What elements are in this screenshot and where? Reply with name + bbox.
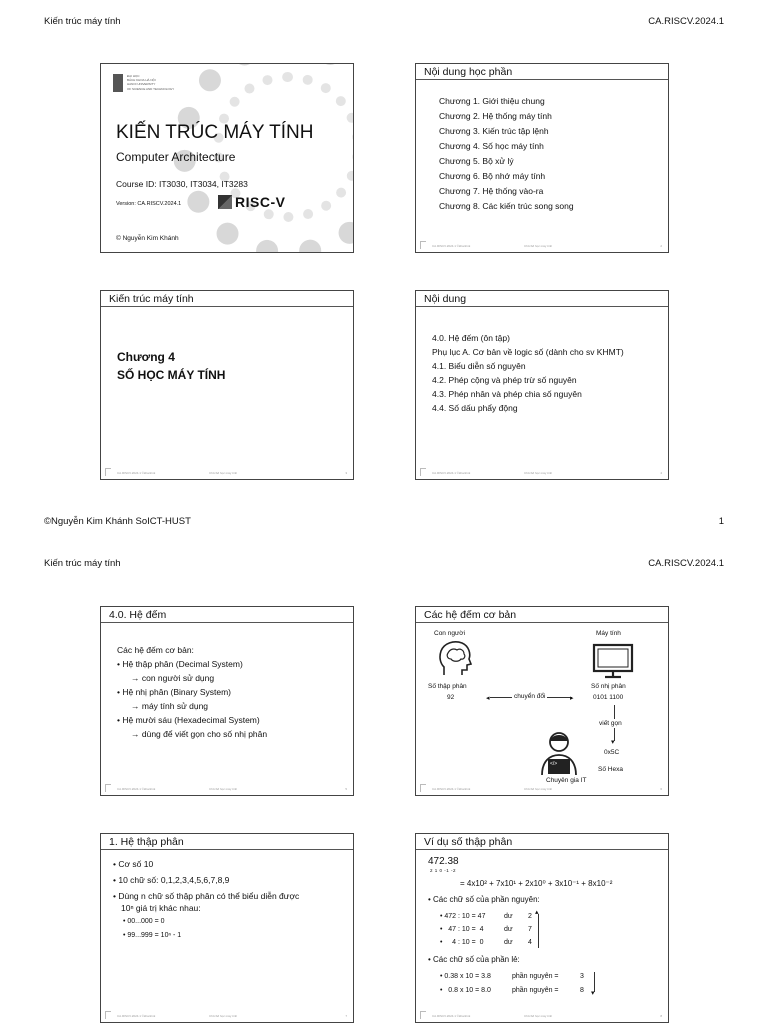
page-number: 1 bbox=[718, 516, 724, 527]
contents-list bbox=[432, 331, 624, 415]
chapter-heading: Chương 4 SỐ HỌC MÁY TÍNH bbox=[117, 350, 226, 382]
expert-label: Chuyên gia IT bbox=[546, 777, 587, 784]
version-text: Version: CA.RISCV.2024.1 bbox=[116, 201, 182, 207]
page-footer-left: ©Nguyễn Kim Khánh SoICT-HUST bbox=[44, 516, 191, 527]
slide-decimal-example bbox=[415, 833, 669, 1023]
slide-footer: CA.RISCV.2024.1 ©khanhnk Ch4-Số học máy tính 3 bbox=[105, 466, 349, 476]
course-subtitle: Computer Architecture bbox=[116, 150, 236, 164]
fraction-part-heading: • Các chữ số của phần lẻ: bbox=[428, 955, 520, 964]
list-item: Chương 7. Hệ thống vào-ra bbox=[439, 186, 544, 196]
number-systems-list: Các hệ đếm cơ bản: • Hệ thập phân (Decimal System) → con người sử dụng • Hệ nhị phân (Binary System) → máy tính sử dụng • Hệ mười sáu (Hexadecimal System) → dùng để viết gọn cho số nhị phân bbox=[117, 645, 268, 739]
hex-label: Số Hexa bbox=[598, 766, 623, 773]
list-item: • Hệ thập phân (Decimal System) bbox=[117, 659, 243, 669]
binary-label: Số nhị phân bbox=[591, 683, 626, 690]
monitor-icon bbox=[592, 643, 634, 679]
list-item: → con người sử dụng bbox=[131, 673, 215, 683]
fraction-multiplication-rows bbox=[440, 970, 584, 998]
convert-label: chuyển đổi bbox=[514, 693, 546, 700]
list-item: Chương 5. Bộ xử lý bbox=[439, 156, 514, 166]
page-header-right: CA.RISCV.2024.1 bbox=[648, 16, 724, 27]
list-item: Chương 6. Bộ nhớ máy tính bbox=[439, 171, 546, 181]
chapter-list bbox=[439, 94, 574, 214]
slide-contents bbox=[415, 290, 669, 480]
list-item: Chương 3. Kiến trúc tập lệnh bbox=[439, 126, 549, 136]
course-title: KIẾN TRÚC MÁY TÍNH bbox=[116, 122, 314, 143]
slide-number-systems bbox=[100, 606, 354, 796]
digit-positions: 2 1 0 -1 -2 bbox=[430, 868, 457, 873]
arrow-left-icon: ◂ bbox=[486, 695, 490, 702]
list-item: • Hệ nhị phân (Binary System) bbox=[117, 687, 231, 697]
binary-value: 0101 1100 bbox=[593, 694, 624, 701]
integer-division-rows bbox=[440, 910, 532, 949]
arrow-down-icon: ▾ bbox=[611, 739, 615, 746]
slide-chapter bbox=[100, 290, 354, 480]
riscv-logo-text: RISC-V bbox=[235, 194, 286, 210]
slide-heading: 1. Hệ thập phân bbox=[101, 834, 353, 850]
it-expert-icon bbox=[536, 729, 582, 775]
slide-title bbox=[100, 63, 354, 253]
read-up-arrow bbox=[538, 914, 539, 948]
list-item: 4.3. Phép nhân và phép chia số nguyên bbox=[432, 389, 582, 399]
slide-footer: CA.RISCV.2024.1 ©khanhnk Ch4-Số học máy tính 6 bbox=[420, 782, 664, 792]
slide-heading: Nội dung bbox=[416, 291, 668, 307]
table-row: • 472 : 10 = 47 dư 2 bbox=[440, 913, 532, 920]
list-item: Phụ lục A. Cơ bản về logic số (dành cho sv KHMT) bbox=[432, 347, 624, 357]
page-header-left: Kiến trúc máy tính bbox=[44, 558, 121, 569]
author: © Nguyễn Kim Khánh bbox=[116, 235, 179, 242]
slide-heading: Nội dung học phần bbox=[416, 64, 668, 80]
list-item: • Hệ mười sáu (Hexadecimal System) bbox=[117, 715, 260, 725]
list-item: → dùng để viết gọn cho số nhị phân bbox=[131, 729, 268, 739]
list-item: • 00...000 = 0 bbox=[123, 918, 165, 925]
example-number: 472.38 bbox=[428, 856, 459, 867]
list-item: → máy tính sử dụng bbox=[131, 701, 209, 711]
slide-heading: Các hệ đếm cơ bản bbox=[416, 607, 668, 623]
course-id: Course ID: IT3030, IT3034, IT3283 bbox=[116, 179, 248, 189]
slide-decimal-system bbox=[100, 833, 354, 1023]
slide-footer: CA.RISCV.2024.1 ©khanhnk Ch4-Số học máy tính 7 bbox=[105, 1009, 349, 1019]
list-item: Chương 4. Số học máy tính bbox=[439, 141, 544, 151]
hex-value: 0x5C bbox=[604, 749, 620, 756]
table-row: • 0.8 x 10 = 8.0 phần nguyên = 8 bbox=[440, 987, 584, 994]
human-label: Con người bbox=[434, 630, 466, 637]
expansion-formula: = 4x10² + 7x10¹ + 2x10⁰ + 3x10⁻¹ + 8x10⁻² bbox=[460, 879, 613, 888]
slide-footer: CA.RISCV.2024.1 ©khanhnk Ch4-Số học máy tính 5 bbox=[105, 782, 349, 792]
integer-part-heading: • Các chữ số của phần nguyên: bbox=[428, 895, 540, 904]
university-logo-icon bbox=[113, 74, 123, 92]
list-item: Chương 8. Các kiến trúc song song bbox=[439, 201, 574, 211]
list-item: 10ⁿ giá trị khác nhau: bbox=[121, 903, 201, 913]
decimal-label: Số thập phân bbox=[428, 683, 467, 690]
arrow-up-icon: ▴ bbox=[535, 909, 539, 916]
list-item: • Cơ số 10 bbox=[113, 859, 154, 869]
table-row: • 4 : 10 = 0 dư 4 bbox=[440, 939, 532, 946]
slide-number-systems-diagram bbox=[415, 606, 669, 796]
slide-footer: CA.RISCV.2024.1 ©khanhnk Ch4-Số học máy tính 2 bbox=[420, 239, 664, 249]
computer-label: Máy tính bbox=[596, 630, 621, 637]
list-item: Chương 2. Hệ thống máy tính bbox=[439, 111, 552, 121]
list-item: 4.2. Phép cộng và phép trừ số nguyên bbox=[432, 375, 577, 385]
list-item: Chương 1. Giới thiệu chung bbox=[439, 96, 545, 106]
slide-heading: Kiến trúc máy tính bbox=[101, 291, 353, 307]
list-item: 4.4. Số dấu phẩy động bbox=[432, 403, 518, 413]
slide-heading: Ví dụ số thập phân bbox=[416, 834, 668, 850]
list-item: 4.0. Hệ đếm (ôn tập) bbox=[432, 333, 510, 343]
arrow-down-icon: ▾ bbox=[591, 990, 595, 997]
decimal-facts-list bbox=[113, 856, 299, 943]
list-item: • 10 chữ số: 0,1,2,3,4,5,6,7,8,9 bbox=[113, 875, 230, 885]
slide-footer: CA.RISCV.2024.1 ©khanhnk Ch4-Số học máy tính 8 bbox=[420, 1009, 664, 1019]
slide-footer: CA.RISCV.2024.1 ©khanhnk Ch4-Số học máy tính 4 bbox=[420, 466, 664, 476]
code-icon: </> bbox=[550, 761, 558, 767]
page-header-left: Kiến trúc máy tính bbox=[44, 16, 121, 27]
slide-heading: 4.0. Hệ đếm bbox=[101, 607, 353, 623]
riscv-logo-icon bbox=[218, 195, 232, 209]
list-item: • 99...999 = 10ⁿ - 1 bbox=[123, 932, 182, 939]
table-row: • 47 : 10 = 4 dư 7 bbox=[440, 926, 532, 933]
arrow-right-icon: ▸ bbox=[570, 695, 574, 702]
table-row: • 0.38 x 10 = 3.8 phần nguyên = 3 bbox=[440, 973, 584, 980]
human-head-icon bbox=[438, 639, 472, 679]
university-logo-text: ĐẠI HỌC BÁCH KHOA HÀ NỘI HANOI UNIVERSITY OF SCIENCE AND TECHNOLOGY bbox=[127, 74, 175, 91]
shorten-label: viết gọn bbox=[599, 720, 622, 727]
slide-course-content bbox=[415, 63, 669, 253]
decimal-value: 92 bbox=[447, 694, 455, 701]
page-header-right: CA.RISCV.2024.1 bbox=[648, 558, 724, 569]
list-item: 4.1. Biểu diễn số nguyên bbox=[432, 361, 526, 371]
list-item: • Dùng n chữ số thập phân có thể biểu diễn được bbox=[113, 891, 300, 901]
